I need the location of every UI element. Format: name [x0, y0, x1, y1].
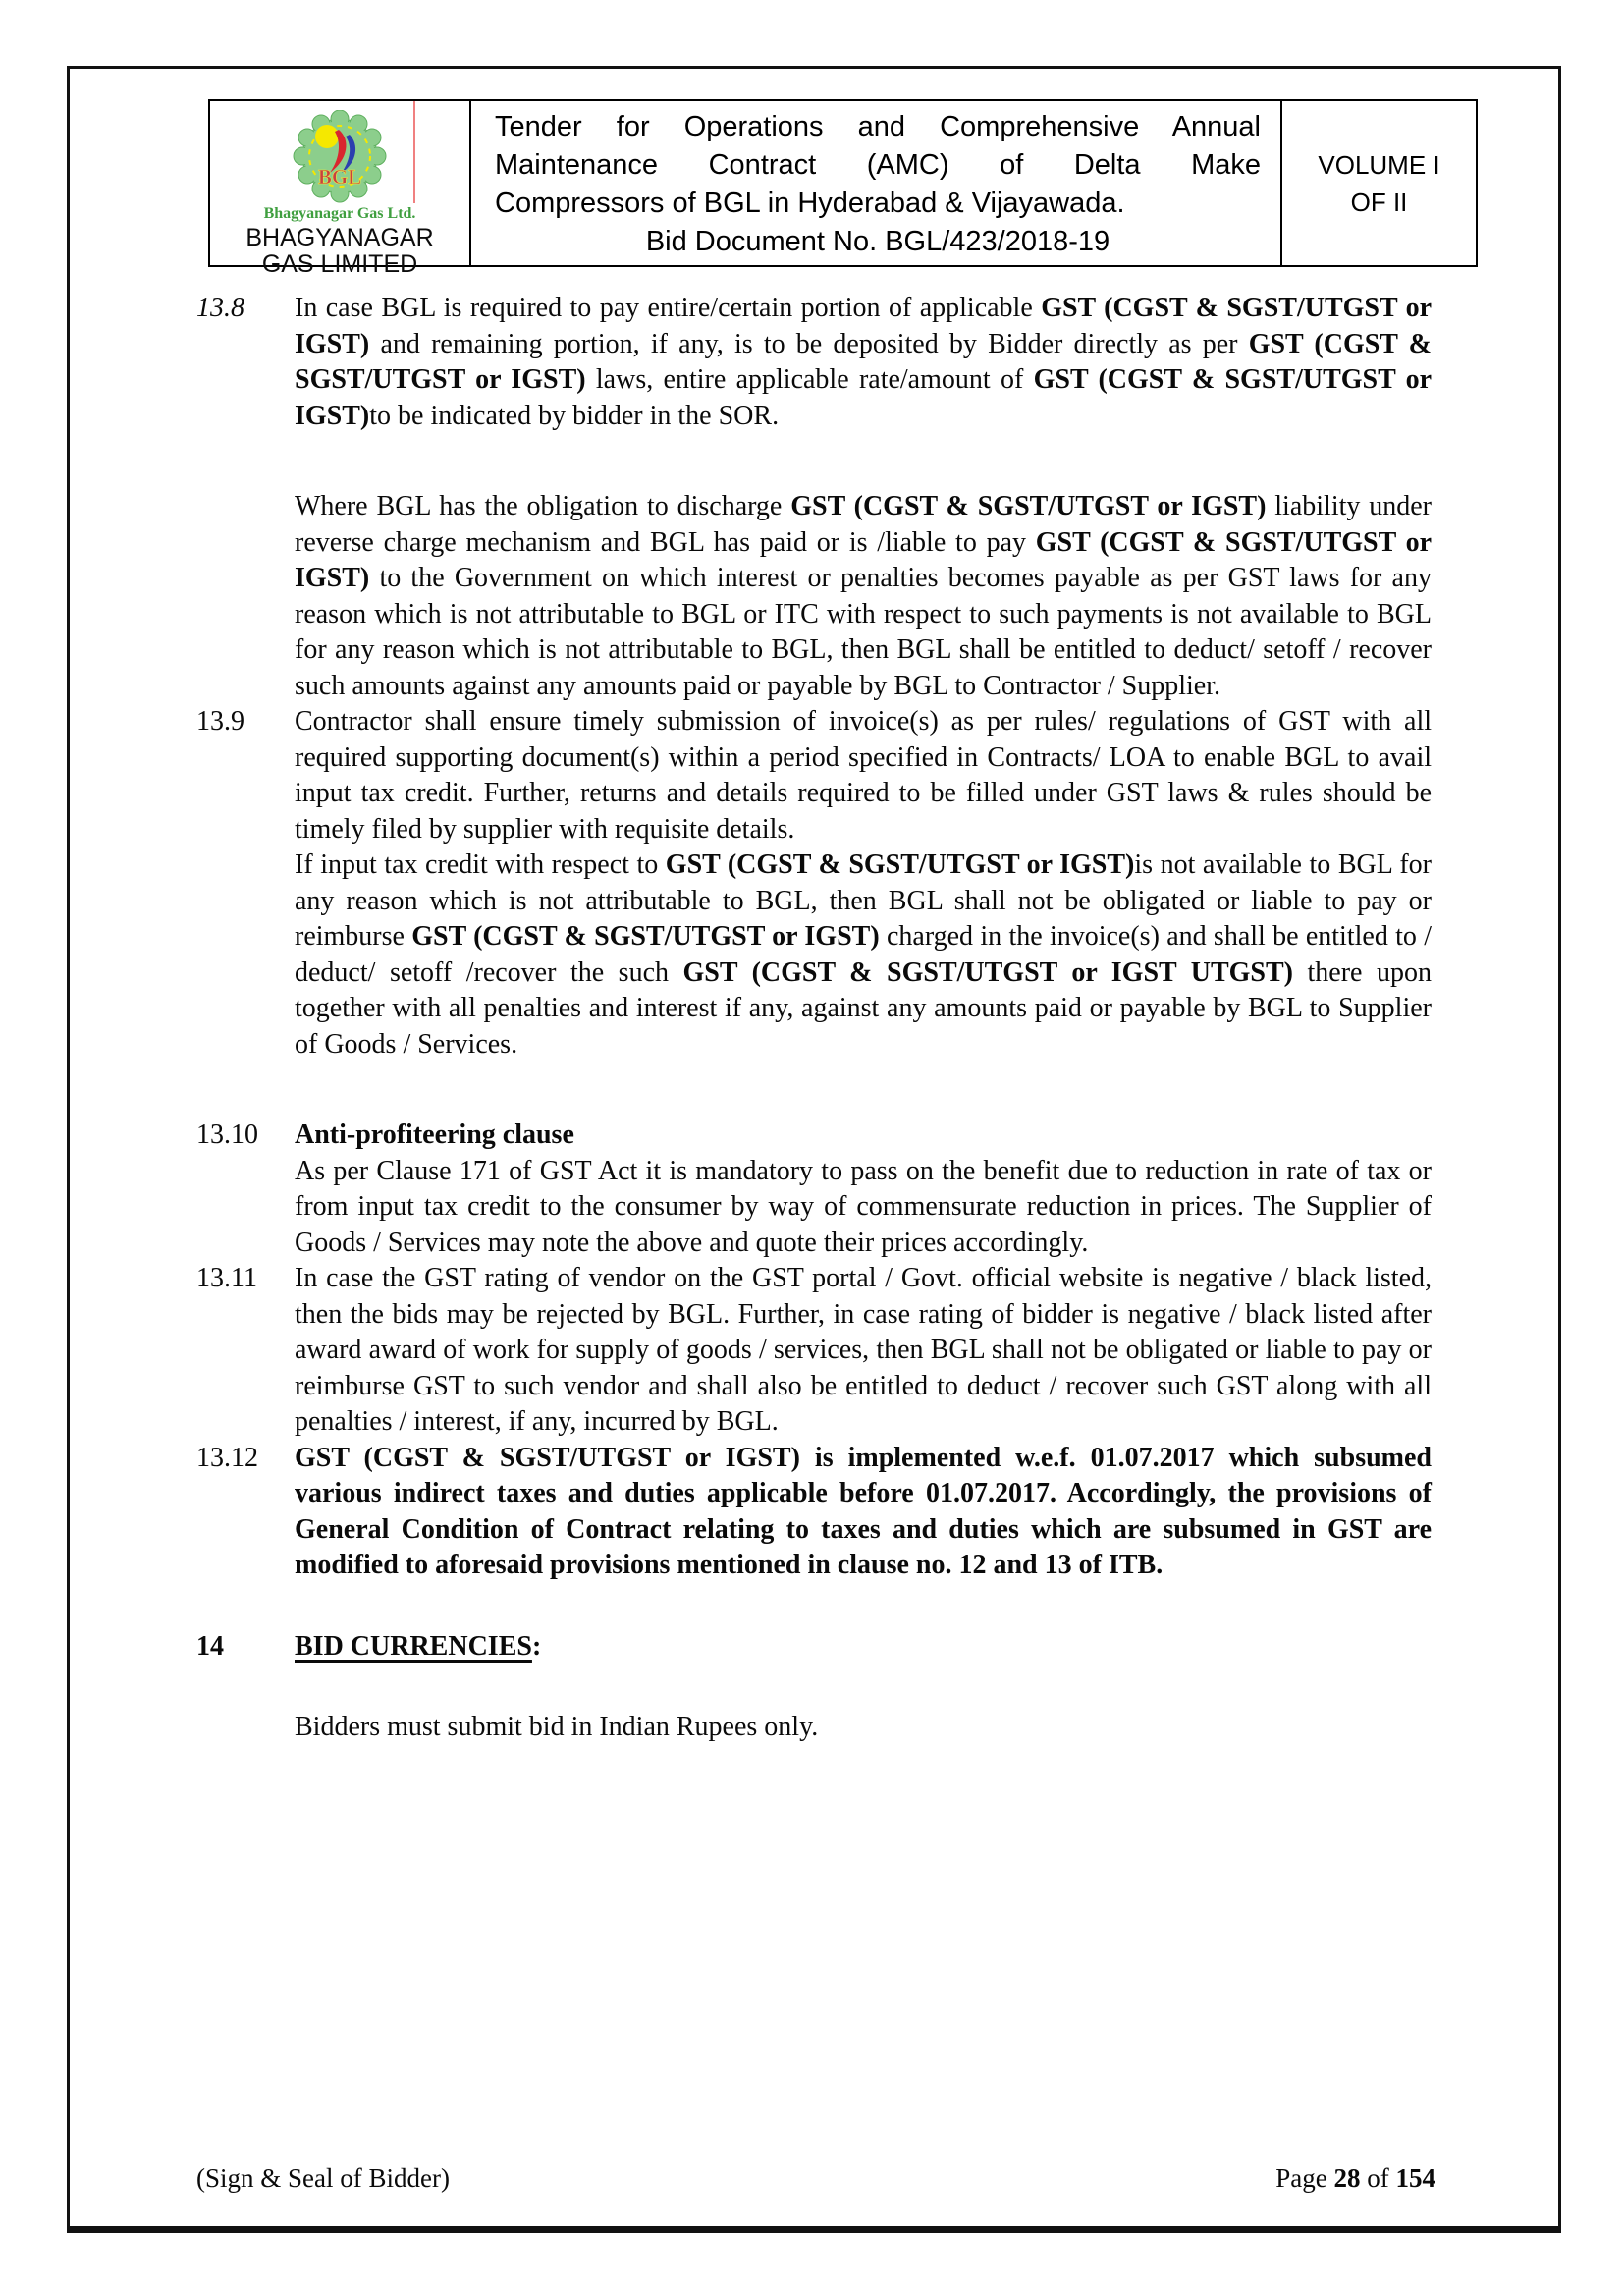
sign-seal-label: (Sign & Seal of Bidder) — [196, 2163, 450, 2193]
clause-row — [196, 1118, 1432, 1154]
clause-row — [196, 704, 1432, 847]
volume-line: OF II — [1350, 187, 1408, 217]
text-run: laws, entire applicable rate/amount of — [585, 364, 1034, 395]
decorative-red-line — [413, 101, 415, 203]
clause-text — [295, 1261, 1432, 1441]
text-run: GST (CGST & SGST/UTGST or IGST) — [665, 849, 1135, 880]
logo-monogram: BGL — [317, 165, 362, 189]
clause-text — [295, 489, 1432, 704]
clause-number: 13.10 — [196, 1120, 258, 1150]
clause-row — [196, 1261, 1432, 1441]
clause-text — [295, 847, 1432, 1063]
header-title-line: Tender for Operations and Comprehensive Annual — [495, 111, 1261, 142]
text-run: and remaining portion, if any, is to be deposited by Bidder directly as per — [369, 328, 1249, 359]
body-clauses — [196, 291, 1432, 1746]
clause-row — [196, 1710, 1432, 1746]
text-run: In case the GST rating of vendor on the GST portal / Govt. official website is negative / black listed, then the bids may be rejected by BGL. Further, in case rating of bidder is negative / black listed after award award of work for supply of goods / services, then BGL shall not be obligated or liable to pay or reimburse GST to such vendor and shall also be entitled to deduct / recover such GST along with all penalties / interest, if any, incurred by BGL. — [295, 1263, 1432, 1437]
clause-number — [196, 1710, 295, 1746]
clause-row — [196, 489, 1432, 704]
clause-text — [295, 1629, 1432, 1666]
clause-row — [196, 1154, 1432, 1262]
text-run: Contractor shall ensure timely submission of invoice(s) as per rules/ regulations of GST with all required supporting document(s) within a period specified in Contracts/ LOA to enable BGL to avail input tax credit. Further, returns and details required to be filled under GST laws & rules should be timely filed by supplier with requisite details. — [295, 706, 1432, 845]
clause-number: 13.12 — [196, 1442, 258, 1473]
text-run: liability under reverse charge mechanism and BGL has paid or is /liable to pay — [295, 491, 1432, 558]
clause-text — [295, 704, 1432, 847]
clause-text — [295, 1154, 1432, 1262]
text-run: GST (CGST & SGST/UTGST or IGST) — [411, 921, 880, 952]
footer — [196, 2163, 1435, 2194]
text-run: GST (CGST & SGST/UTGST or IGST) — [295, 328, 1432, 395]
clause-number: 13.9 — [196, 706, 244, 737]
text-run: to the Government on which interest or penalties becomes payable as per GST laws for any reason which is not attributable to BGL or ITC with respect to such payments is not available to BGL for any reason which is not attributable to BGL, then BGL shall be entitled to deduct/ setoff / recover such amounts against any amounts paid or payable by BGL to Contractor / Supplier. — [295, 563, 1432, 701]
header-title — [471, 101, 1282, 265]
text-run: GST (CGST & SGST/UTGST or IGST) is implemented w.e.f. 01.07.2017 which subsumed various indirect taxes and duties applicable before 01.07.2017. Accordingly, the provisions of General Condition of Contract relating to taxes and duties which are subsumed in GST are modified to aforesaid provisions mentioned in clause no. 12 and 13 of ITB. — [295, 1442, 1432, 1580]
text-run: 154 — [1395, 2163, 1435, 2193]
text-run: In case BGL is required to pay entire/certain portion of applicable — [295, 293, 1042, 323]
sun-icon — [315, 125, 339, 148]
clause-number — [196, 847, 295, 1063]
header-title-line: Maintenance Contract (AMC) of Delta Make — [495, 149, 1261, 181]
logo-caption: Bhagyanagar Gas Ltd. — [263, 205, 416, 222]
clause-row — [196, 1441, 1432, 1584]
header-title-line: Compressors of BGL in Hyderabad & Vijayawada. — [495, 188, 1125, 219]
text-run: : — [531, 1630, 542, 1662]
text-run: GST (CGST & SGST/UTGST or IGST) — [295, 293, 1432, 359]
text-run: Bidders must submit bid in Indian Rupees only. — [295, 1712, 819, 1742]
text-run: Where BGL has the obligation to discharge — [295, 491, 791, 521]
clause-row — [196, 1629, 1432, 1666]
text-run: of — [1360, 2163, 1396, 2193]
clause-text — [295, 1710, 1432, 1746]
volume-cell — [1282, 101, 1476, 265]
text-run: BID CURRENCIES — [295, 1630, 532, 1662]
volume-line: VOLUME I — [1318, 149, 1440, 180]
clause-text — [295, 1441, 1432, 1584]
clause-row — [196, 291, 1432, 434]
page-number — [1275, 2163, 1435, 2194]
clause-number — [196, 1154, 295, 1262]
logo-cell — [210, 101, 471, 278]
clause-row — [196, 847, 1432, 1063]
clause-number: 13.11 — [196, 1263, 257, 1293]
text-run: As per Clause 171 of GST Act it is mandatory to pass on the benefit due to reduction in rate of tax or from input tax credit to the consumer by way of commensurate reduction in prices. The Supplier of Goods / Services may note the above and quote their prices accordingly. — [295, 1155, 1432, 1258]
text-run: charged in the invoice(s) and shall be entitled to / deduct/ setoff /recover the such — [295, 921, 1432, 988]
text-run: GST (CGST & SGST/UTGST or IGST UTGST) — [682, 957, 1293, 988]
clause-text — [295, 291, 1432, 434]
clause-text — [295, 1118, 1432, 1154]
text-run: GST (CGST & SGST/UTGST or IGST) — [790, 491, 1267, 521]
text-run: to be indicated by bidder in the SOR. — [369, 400, 780, 431]
text-run: GST (CGST & SGST/UTGST or IGST) — [295, 526, 1432, 593]
text-run: If input tax credit with respect to — [295, 849, 666, 880]
text-run: Anti-profiteering clause — [295, 1120, 574, 1150]
text-run: GST (CGST & SGST/UTGST or IGST) — [295, 364, 1433, 431]
text-run: there upon together with all penalties and interest if any, against any amounts paid or payable by BGL to Supplier of Goods / Services. — [295, 957, 1432, 1060]
company-name: BHAGYANAGAR GAS LIMITED — [245, 224, 434, 278]
bgl-logo-icon — [280, 110, 400, 204]
clause-number — [196, 489, 295, 704]
text-run: is not available to BGL for any reason which is not attributable to BGL, then BGL shall not be obligated or liable to pay or reimburse — [295, 849, 1432, 952]
header-table — [208, 99, 1478, 278]
text-run: Page — [1275, 2163, 1334, 2193]
clause-number: 14 — [196, 1630, 224, 1662]
header-title-line: Bid Document No. BGL/423/2018-19 — [645, 226, 1110, 257]
text-run: 28 — [1333, 2163, 1361, 2193]
clause-number: 13.8 — [196, 293, 244, 323]
